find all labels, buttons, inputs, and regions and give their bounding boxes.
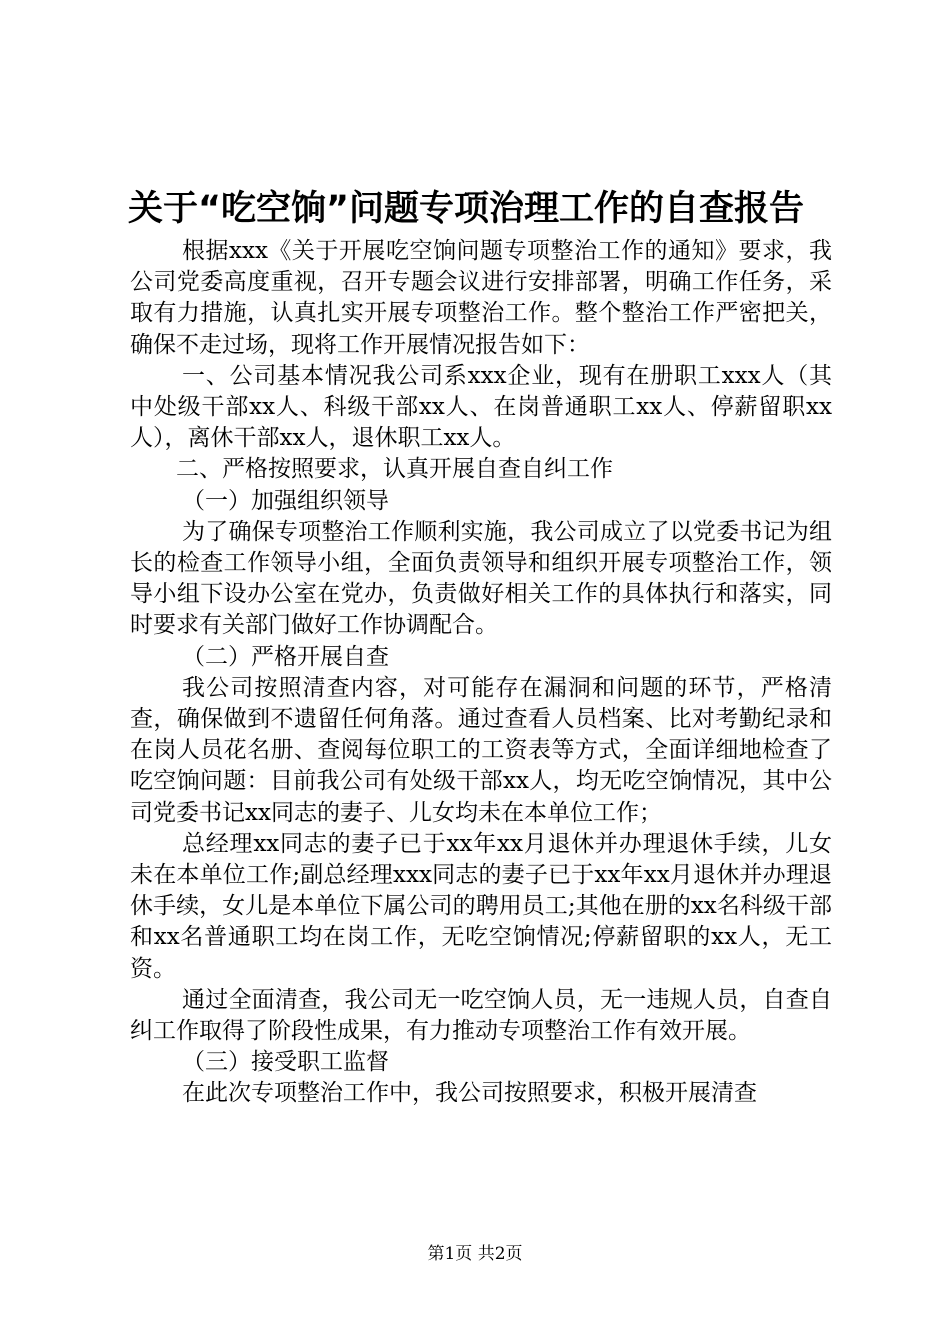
document-body	[130, 236, 832, 1110]
paragraph-basic-info: 一、公司基本情况我公司系xxx企业，现有在册职工xxx人（其中处级干部xx人、科级干部xx人、在岗普通职工xx人、停薪留职xx人），离休干部xx人，退休职工xx人。	[130, 362, 832, 452]
section-heading-2: 二、严格按照要求，认真开展自查自纠工作	[176, 456, 613, 483]
paragraph-self-check: 我公司按照清查内容，对可能存在漏洞和问题的环节，严格清查，确保做到不遗留任何角落。通过查看人员档案、比对考勤纪录和在岗人员花名册、查阅每位职工的工资表等方式，全面详细地检查了吃空饷问题：目前我公司有处级干部xx人，均无吃空饷情况，其中公司党委书记xx同志的妻子、儿女均未在本单位工作；	[130, 674, 832, 826]
paragraph-supervision: 在此次专项整治工作中，我公司按照要求，积极开展清查	[182, 1080, 757, 1107]
subsection-heading-2: （二）严格开展自查	[182, 643, 389, 670]
page-number-footer: 第1页 共2页	[427, 1244, 523, 1264]
paragraph-results: 通过全面清查，我公司无一吃空饷人员，无一违规人员，自查自纠工作取得了阶段性成果，有力推动专项整治工作有效开展。	[130, 986, 832, 1045]
subsection-heading-1: （一）加强组织领导	[182, 487, 389, 514]
paragraph-organization: 为了确保专项整治工作顺利实施，我公司成立了以党委书记为组长的检查工作领导小组，全面负责领导和组织开展专项整治工作，领导小组下设办公室在党办，负责做好相关工作的具体执行和落实，同时要求有关部门做好工作协调配合。	[130, 518, 832, 639]
document-title: 关于“吃空饷”问题专项治理工作的自查报告	[128, 189, 805, 229]
paragraph-intro: 根据xxx《关于开展吃空饷问题专项整治工作的通知》要求，我公司党委高度重视，召开专题会议进行安排部署，明确工作任务，采取有力措施，认真扎实开展专项整治工作。整个整治工作严密把关，确保不走过场，现将工作开展情况报告如下：	[130, 238, 832, 358]
paragraph-managers: 总经理xx同志的妻子已于xx年xx月退休并办理退休手续，儿女未在本单位工作;副总经理xxx同志的妻子已于xx年xx月退休并办理退休手续，女儿是本单位下属公司的聘用员工;其他在册的xx名科级干部和xx名普通职工均在岗工作，无吃空饷情况;停薪留职的xx人，无工资。	[130, 830, 832, 982]
subsection-heading-3: （三）接受职工监督	[182, 1049, 389, 1076]
